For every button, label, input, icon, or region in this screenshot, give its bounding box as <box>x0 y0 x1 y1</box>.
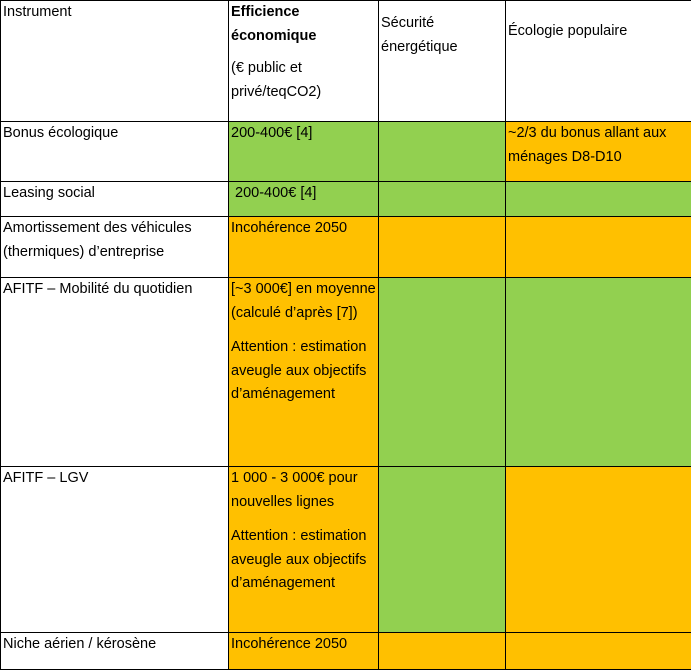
header-efficiency-title: Efficience économique <box>231 1 376 48</box>
efficiency-value: Incohérence 2050 <box>231 217 376 241</box>
header-ecology <box>506 1 691 122</box>
table-row-amortissement-vehicules <box>1 217 691 278</box>
efficiency-cell <box>229 122 379 182</box>
ecology-cell <box>506 278 691 467</box>
efficiency-cell <box>229 182 379 217</box>
instrument-cell: Leasing social <box>1 182 229 217</box>
efficiency-note: Attention : estimation aveugle aux objectifs d’aménagement <box>231 336 376 407</box>
security-cell <box>379 122 506 182</box>
instrument-cell: Niche aérien / kérosène <box>1 633 229 670</box>
table-row-leasing-social <box>1 182 691 217</box>
efficiency-value: 200-400€ [4] <box>231 122 376 146</box>
table-row-afitf-lgv <box>1 467 691 633</box>
header-security <box>379 1 506 122</box>
efficiency-value: 200-400€ [4] <box>231 182 376 206</box>
efficiency-cell <box>229 633 379 670</box>
efficiency-note: Attention : estimation aveugle aux objectifs d’aménagement <box>231 525 376 596</box>
table-body <box>1 122 691 670</box>
security-cell <box>379 278 506 467</box>
table-row-afitf-mobilite-quotidien <box>1 278 691 467</box>
ecology-cell <box>506 467 691 633</box>
ecology-cell <box>506 182 691 217</box>
security-cell <box>379 182 506 217</box>
table-row-bonus-ecologique <box>1 122 691 182</box>
header-efficiency <box>229 1 379 122</box>
instrument-cell: Amortissement des véhicules (thermiques) d’entreprise <box>1 217 229 278</box>
security-cell <box>379 217 506 278</box>
ecology-cell: ~2/3 du bonus allant aux ménages D8-D10 <box>506 122 691 182</box>
header-row <box>1 1 691 122</box>
header-efficiency-unit: (€ public et privé/teqCO2) <box>231 57 376 104</box>
efficiency-cell <box>229 278 379 467</box>
header-instrument: Instrument <box>1 1 229 122</box>
efficiency-value: [~3 000€] en moyenne (calculé d’après [7]) <box>231 278 376 325</box>
ecology-cell <box>506 217 691 278</box>
instrument-cell: Bonus écologique <box>1 122 229 182</box>
efficiency-value: Incohérence 2050 <box>231 633 376 657</box>
efficiency-cell <box>229 217 379 278</box>
header-security-label: Sécurité énergétique <box>381 12 503 59</box>
instrument-cell: AFITF – Mobilité du quotidien <box>1 278 229 467</box>
ecology-cell <box>506 633 691 670</box>
instrument-cell: AFITF – LGV <box>1 467 229 633</box>
security-cell <box>379 467 506 633</box>
efficiency-value: 1 000 - 3 000€ pour nouvelles lignes <box>231 467 376 514</box>
table-row-niche-aerien-kerosene <box>1 633 691 670</box>
security-cell <box>379 633 506 670</box>
efficiency-cell <box>229 467 379 633</box>
header-ecology-label: Écologie populaire <box>508 20 689 44</box>
